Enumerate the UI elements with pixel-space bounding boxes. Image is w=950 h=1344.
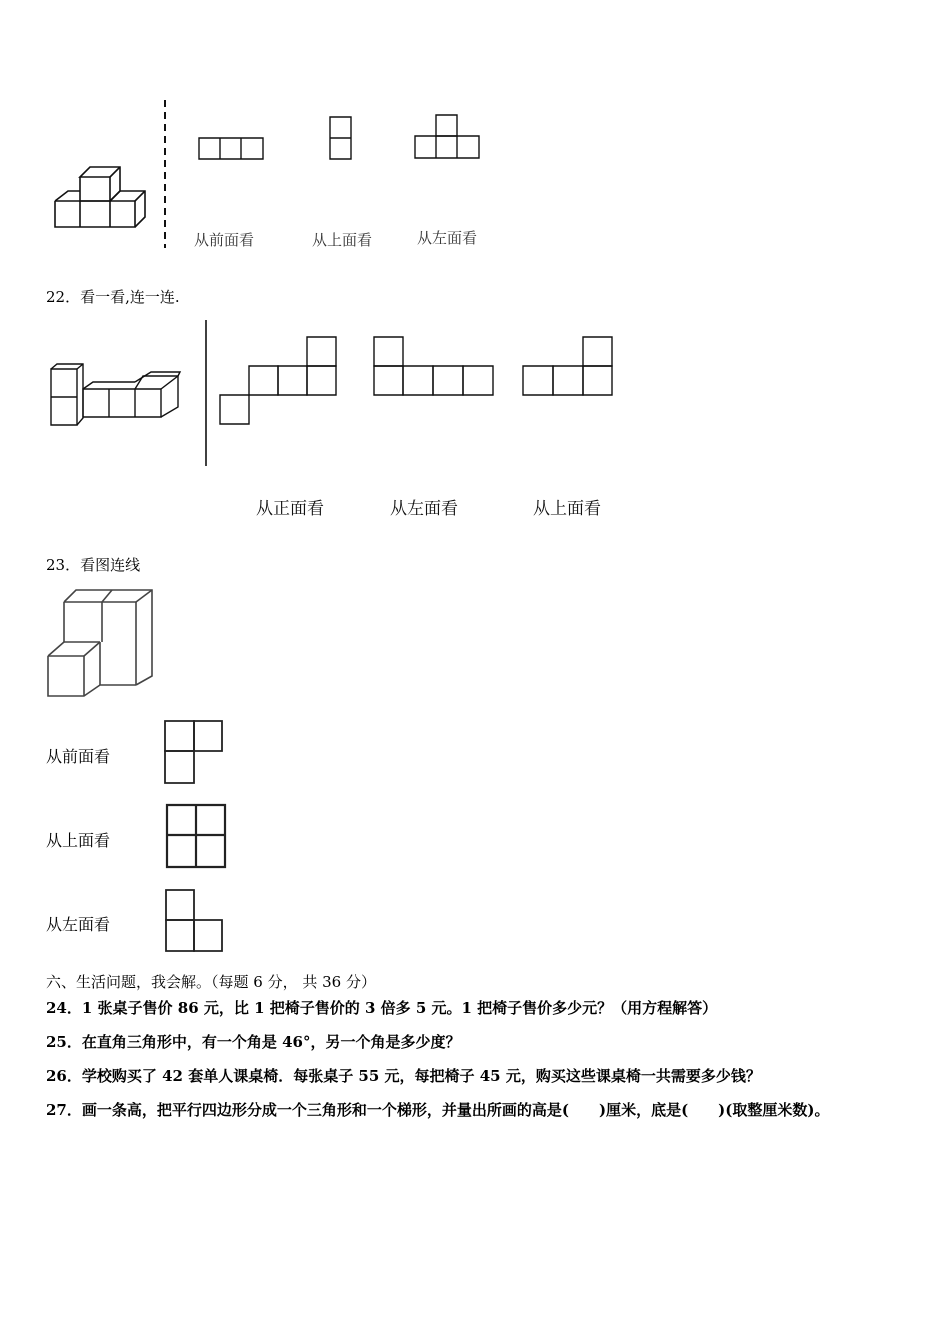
q22-caption-front: 从正面看 bbox=[256, 499, 324, 519]
q21-dashed-divider bbox=[160, 100, 170, 248]
q22-cube-stack bbox=[48, 362, 184, 428]
section6-title: 六、生活问题，我会解。（每题 6 分， 共 36 分） bbox=[46, 973, 376, 991]
q23-cube-stack bbox=[44, 586, 156, 700]
question-24: 24．1 张桌子售价 86 元，比 1 把椅子售价的 3 倍多 5 元。1 把椅子售价多少元？（用方程解答） bbox=[46, 999, 718, 1017]
question-26: 26．学校购买了 42 套单人课桌椅．每张桌子 55 元，每把椅子 45 元，购买这些课桌椅一共需要多少钱？ bbox=[46, 1067, 761, 1085]
q22-caption-top: 从上面看 bbox=[533, 499, 601, 519]
q21-cube-stack bbox=[50, 155, 150, 235]
q22-title: 22．看一看,连一连. bbox=[46, 288, 180, 306]
q21-caption-front: 从前面看 bbox=[194, 231, 255, 249]
q21-view-column-of-two bbox=[329, 116, 353, 162]
q21-view-row-of-three bbox=[198, 137, 266, 161]
q21-view-t-shape bbox=[414, 114, 482, 160]
q23-label-front: 从前面看 bbox=[46, 747, 111, 766]
q23-title: 23．看图连线 bbox=[46, 556, 141, 574]
q23-view-option-1 bbox=[162, 718, 224, 786]
q22-view-l-shape bbox=[372, 335, 496, 397]
q22-view-staircase bbox=[219, 335, 341, 427]
q23-view-option-2 bbox=[164, 802, 228, 870]
q22-caption-left: 从左面看 bbox=[390, 499, 458, 519]
q23-label-top: 从上面看 bbox=[46, 831, 111, 850]
q23-label-left: 从左面看 bbox=[46, 915, 111, 934]
q22-view-corner-shape bbox=[521, 335, 615, 397]
question-25: 25．在直角三角形中，有一个角是 46°，另一个角是多少度？ bbox=[46, 1033, 461, 1051]
q23-view-option-3 bbox=[163, 887, 225, 953]
q21-caption-top: 从上面看 bbox=[312, 231, 373, 249]
q22-divider bbox=[203, 320, 209, 466]
question-27: 27．画一条高，把平行四边形分成一个三角形和一个梯形，并量出所画的高是( )厘米，底是( )(取整厘米数)。 bbox=[46, 1101, 830, 1119]
q21-caption-left: 从左面看 bbox=[417, 229, 478, 247]
